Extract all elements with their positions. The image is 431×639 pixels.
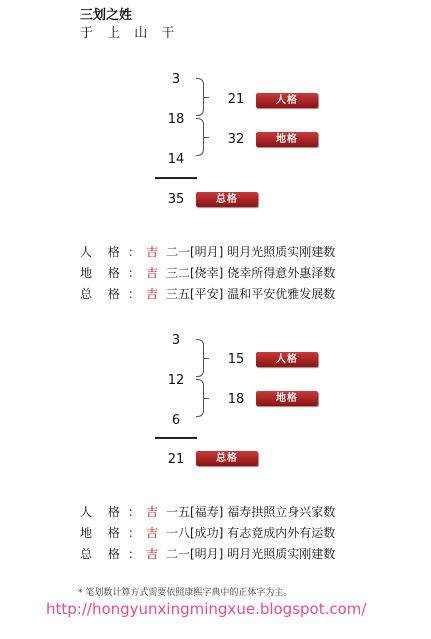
line-code: 二一[明月] bbox=[166, 245, 224, 259]
result-line bbox=[80, 285, 335, 302]
result-line bbox=[80, 545, 335, 562]
line-colon: ： bbox=[128, 526, 141, 540]
luck-indicator: 吉 bbox=[146, 505, 159, 519]
stroke-bottom: 6 bbox=[171, 413, 181, 428]
badge-ren: 人格 bbox=[256, 352, 318, 367]
line-colon: ： bbox=[128, 245, 141, 259]
sum-rule bbox=[155, 437, 197, 439]
line-desc: 有志竟成内外有运数 bbox=[227, 526, 336, 540]
result-line bbox=[80, 503, 335, 520]
di-value: 32 bbox=[227, 132, 245, 147]
watermark-url[interactable]: http://hongyunxingmingxue.blogspot.com/ bbox=[46, 600, 367, 618]
line-code: 一五[福寿] bbox=[166, 505, 224, 519]
line-desc: 侥幸所得意外惠泽数 bbox=[227, 266, 336, 280]
badge-zong: 总格 bbox=[196, 192, 258, 207]
luck-indicator: 吉 bbox=[146, 245, 159, 259]
luck-indicator: 吉 bbox=[146, 526, 159, 540]
result-line bbox=[80, 524, 335, 541]
line-desc: 明月光照质实刚建数 bbox=[227, 245, 336, 259]
line-colon: ： bbox=[128, 266, 141, 280]
brace-di bbox=[196, 118, 204, 156]
stroke-mid: 18 bbox=[167, 112, 185, 127]
ren-value: 15 bbox=[227, 352, 245, 367]
badge-ren: 人格 bbox=[256, 93, 318, 108]
line-desc: 温和平安优雅发展数 bbox=[227, 287, 336, 301]
result-line bbox=[80, 264, 335, 281]
page-title: 三划之姓 bbox=[80, 8, 133, 23]
ren-value: 21 bbox=[227, 92, 245, 107]
stroke-top: 3 bbox=[171, 333, 181, 348]
result-line bbox=[80, 243, 335, 260]
sum-rule bbox=[155, 177, 197, 179]
line-code: 二一[明月] bbox=[166, 547, 224, 561]
brace-ren bbox=[196, 78, 204, 116]
line-label: 人 格 bbox=[80, 245, 126, 259]
line-colon: ： bbox=[128, 287, 141, 301]
di-value: 18 bbox=[227, 392, 245, 407]
brace-ren bbox=[196, 339, 204, 377]
badge-di: 地格 bbox=[256, 132, 318, 147]
brace-di bbox=[196, 379, 204, 417]
line-label: 地 格 bbox=[80, 266, 126, 280]
line-colon: ： bbox=[128, 505, 141, 519]
name-characters: 于 上 山 干 bbox=[80, 26, 180, 41]
badge-zong: 总格 bbox=[196, 451, 258, 466]
line-label: 总 格 bbox=[80, 287, 126, 301]
line-label: 地 格 bbox=[80, 526, 126, 540]
stroke-bottom: 14 bbox=[167, 152, 185, 167]
footnote: * 笔划数计算方式需要依照康熙字典中的正体字为主。 bbox=[78, 588, 293, 598]
line-code: 三五[平安] bbox=[166, 287, 224, 301]
line-label: 人 格 bbox=[80, 505, 126, 519]
stroke-mid: 12 bbox=[167, 373, 185, 388]
stroke-top: 3 bbox=[171, 72, 181, 87]
line-desc: 明月光照质实刚建数 bbox=[227, 547, 336, 561]
line-code: 一八[成功] bbox=[166, 526, 224, 540]
line-colon: ： bbox=[128, 547, 141, 561]
luck-indicator: 吉 bbox=[146, 547, 159, 561]
total-value: 21 bbox=[167, 452, 185, 467]
line-code: 三二[侥幸] bbox=[166, 266, 224, 280]
line-label: 总 格 bbox=[80, 547, 126, 561]
line-desc: 福寿拱照立身兴家数 bbox=[227, 505, 336, 519]
badge-di: 地格 bbox=[256, 391, 318, 406]
total-value: 35 bbox=[167, 192, 185, 207]
luck-indicator: 吉 bbox=[146, 287, 159, 301]
luck-indicator: 吉 bbox=[146, 266, 159, 280]
